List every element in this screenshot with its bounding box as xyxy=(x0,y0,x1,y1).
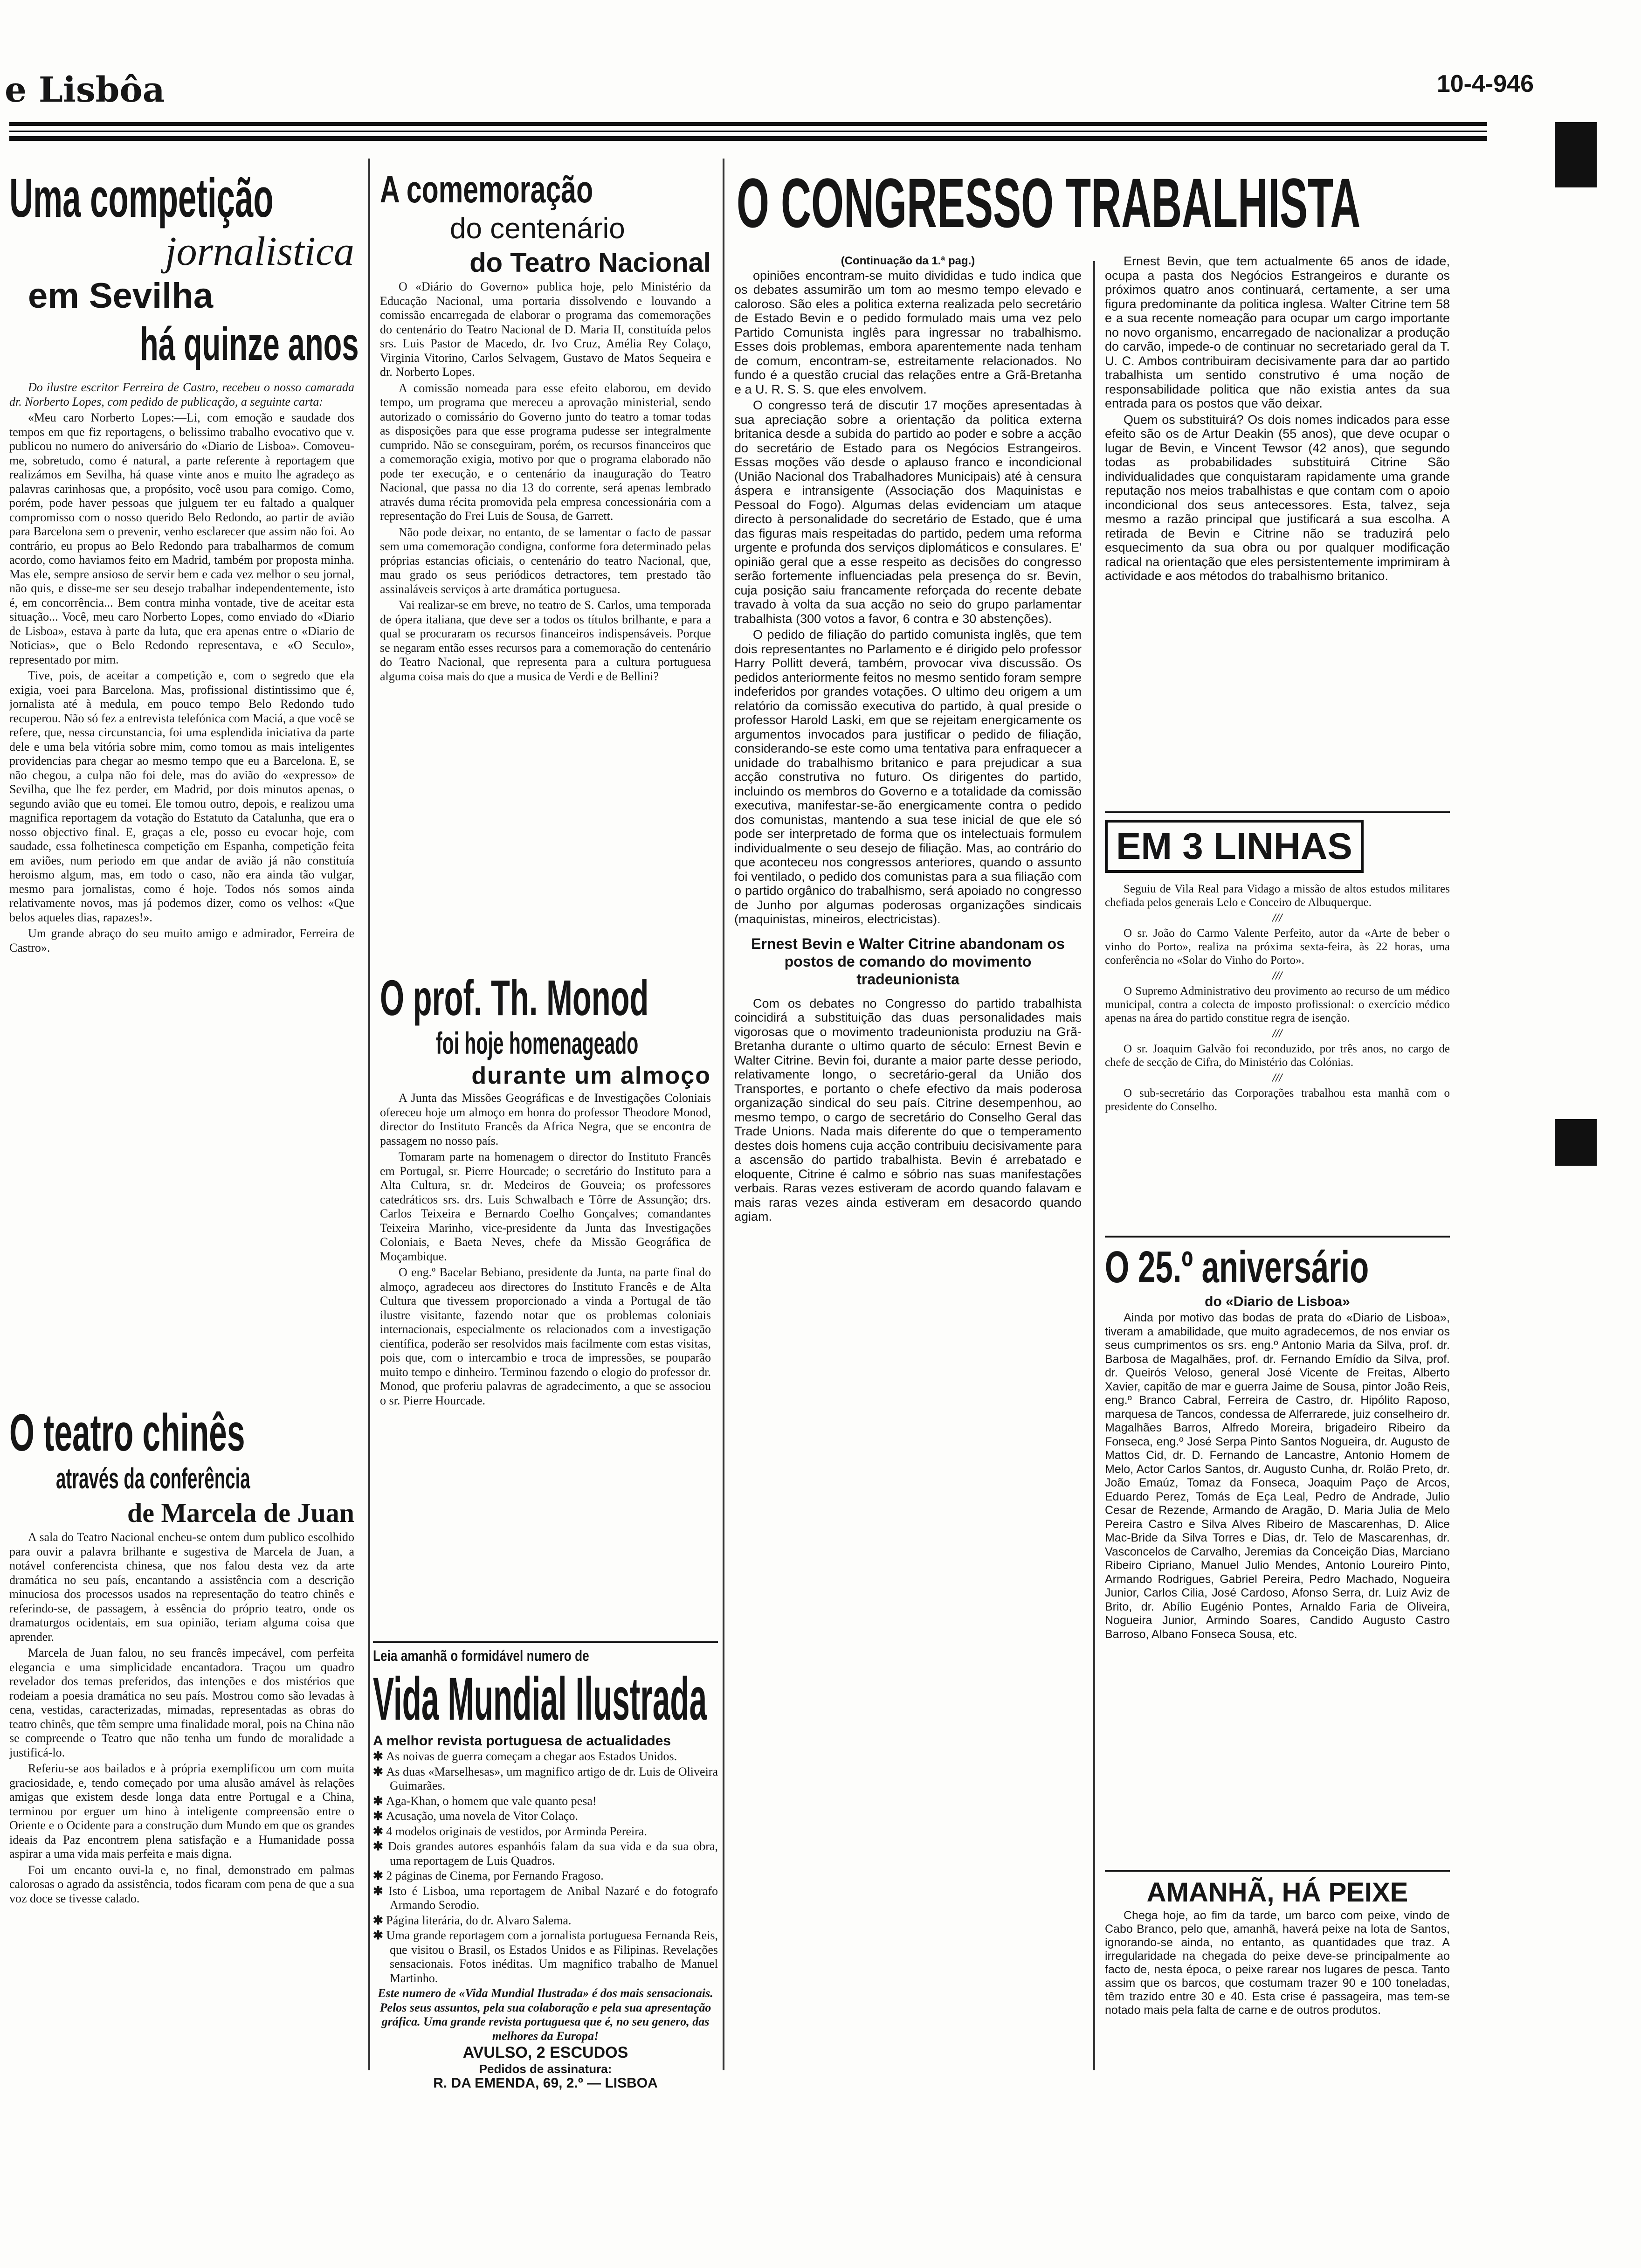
paragraph: Um grande abraço do seu muito amigo e admirador, Ferreira de Castro». xyxy=(9,927,354,954)
em-3-linhas xyxy=(1105,811,1450,1115)
paragraph: Referiu-se aos bailados e à própria exemplificou um com muita graciosidade, e, tendo começado por uma alusão amável às relações amigas que existem desde longa data entre Portugal e a China, terminou por erguer um hino à inteligente compreensão entre o Oriente e o Ocidente para a construção dum Mundo em que os grandes ideais da Paz encontrem plena satisfação e a Humanidade possa aspirar a uma vida mais perfeita e mais digna. xyxy=(9,1762,354,1860)
article-aniversario xyxy=(1105,1236,1450,1643)
issue-date: 10-4-946 xyxy=(1436,70,1534,97)
paragraph: Não pode deixar, no entanto, de se lamentar o facto de passar sem uma comemoração condigna, conforme fora determinado pelas próprias estancias oficiais, o centenário do teatro Nacional, que, mau grado os seus periódicos detractores, tem prestado tão assinaláveis serviços à arte dramática portuguesa. xyxy=(380,525,711,596)
separator: /// xyxy=(1272,912,1282,924)
headline-congresso: O CONGRESSO TRABALHISTA xyxy=(737,164,1361,242)
list-item: ✱ Página literária, do dr. Alvaro Salema. xyxy=(373,1914,718,1928)
separator: /// xyxy=(1272,969,1282,982)
brief-item: O sr. Joaquim Galvão foi reconduzido, por três anos, no cargo de chefe de secção de Cifra, do Ministério das Colónias. xyxy=(1105,1043,1450,1069)
article-peixe xyxy=(1105,1870,1450,2019)
headline: do Teatro Nacional xyxy=(469,248,711,278)
column-divider xyxy=(1093,261,1095,2070)
headline: O 25.º aniversário xyxy=(1105,1242,1369,1292)
brief-item: Seguiu de Vila Real para Vidago a missão de altos estudos militares chefiada pelos generais Lelo e Conceiro de Albuquerque. xyxy=(1105,883,1450,909)
paragraph: A Junta das Missões Geográficas e de Investigações Coloniais ofereceu hoje um almoço em honra do professor Theodore Monod, director do Instituto Francês da Africa Negra, que se encontra de passagem no nosso país. xyxy=(380,1091,711,1148)
headline: jornalistica xyxy=(165,229,354,274)
masthead-title: e Lisbôa xyxy=(5,70,165,110)
headline: Uma competição xyxy=(9,167,274,229)
list-item: ✱ 4 modelos originais de vestidos, por Arminda Pereira. xyxy=(373,1825,718,1839)
paragraph: Vai realizar-se em breve, no teatro de S. Carlos, uma temporada de ópera italiana, que deve ser a todos os títulos brilhante, e para a qual se procuraram os recursos financeiros indispensáveis. Porque se negaram então esses recursos para a comemoração do centenário do Teatro Nacional, que representa para a cultura portuguesa alguma coisa mais do que a musica de Verdi e de Bellini? xyxy=(380,598,711,683)
ad-orders: Pedidos de assinatura: xyxy=(479,2062,612,2076)
sub-headline: do «Diario de Lisboa» xyxy=(1205,1294,1350,1309)
paragraph: Ainda por motivo das bodas de prata do «Diario de Lisboa», tiveram a amabilidade, que muito agradecemos, de nos enviar os seus cumprimentos os srs. eng.º Antonio Maria da Silva, prof. dr. Barbosa de Magalhães, prof. dr. Fernando Emídio da Silva, prof. dr. Queirós Veloso, general José Vicente de Freitas, Alberto Xavier, capitão de mar e guerra Jaime de Sousa, pintor João Reis, eng.º Branco Cabral, Ferreira de Castro, dr. Hipólito Raposo, marquesa de Tancos, condessa de Alferrarede, juiz conselheiro dr. Magalhães Barros, Alfredo Moreira, brigadeiro Ribeiro da Fonseca, eng.º José Serpa Pinto Santos Nogueira, dr. Augusto de Mattos Cid, dr. D. Fernando de Lancastre, Antonio Homem de Melo, Actor Carlos Santos, dr. Augusto Cunha, dr. Rolão Preto, dr. João Emaúz, Tomaz da Fonseca, Joaquim Paço de Arcos, Eduardo Perez, Tomás de Eça Leal, Pedro de Andrade, Julio Cesar de Rezende, Armando de Aragão, D. Maria Julia de Melo Pereira Castro e Silva Alves Ribeiro de Mascarenhas, D. Alice Mac-Bride da Silva Torres e Dias, dr. Telo de Mascarenhas, dr. Vasconcelos de Carvalho, Jeremias da Conceição Dias, Marciano Ribeiro Cipriano, Manuel Julio Mendes, Antonio Loureiro Pinto, Armando Rodrigues, Gabriel Pereira, Pedro Machado, Nogueira Junior, Carlos Cilia, José Cardoso, Afonso Serra, dr. Luiz Aviz de Brito, dr. Abílio Eugénio Pontes, Arnaldo Faria de Oliveira, Nogueira Junior, Armindo Soares, Candido Augusto Castro Barroso, Albano Fonseca Sousa, etc. xyxy=(1105,1311,1450,1641)
article-monod xyxy=(380,970,711,1410)
paragraph: A comissão nomeada para esse efeito elaborou, em devido tempo, um programa que mereceu a aprovação ministerial, sendo autorizado o comissário do Governo junto do teatro a tomar todas as disposições para que esse programa pudesse ser integralmente cumprido. Não se conseguiram, porém, os recursos financeiros que a comemoração exigia, motivo por que o programa elaborado não pode ter execução, e o centenário da inauguração do Teatro Nacional, que passa no dia 13 do corrente, será apenas lembrado através duma récita promovida pela empresa concessionária com a representação do Frei Luis de Sousa, de Garrett. xyxy=(380,381,711,523)
margin-black-bar xyxy=(1555,122,1597,187)
ad-price: AVULSO, 2 ESCUDOS xyxy=(462,2044,628,2061)
ad-subtitle: A melhor revista portuguesa de actualidades xyxy=(373,1733,671,1749)
headline: através da conferência xyxy=(56,1463,250,1495)
headline: em Sevilha xyxy=(28,276,214,316)
list-item: ✱ 2 páginas de Cinema, por Fernando Fragoso. xyxy=(373,1869,718,1883)
section-title: EM 3 LINHAS xyxy=(1116,825,1352,867)
brief-item: O Supremo Administrativo deu provimento ao recurso de um médico municipal, contra a colecta de imposto profissional: o exercício médico apenas na área do partido constitue regra de isenção. xyxy=(1105,985,1450,1024)
paragraph: Tive, pois, de aceitar a competição e, com o segredo que ela exigia, voei para Barcelona. Mas, profissional distintissimo que é, jornalista até à medula, em pouco tempo Belo Redondo tudo recuperou. Não só fez a entrevista telefónica com Maciá, a que você se refere, que, nessa circunstancia, foi uma esplendida iniciativa da parte dele e uma bela vitória sobre mim, como tomou as mais inteligentes providencias para chegar ao mesmo tempo que eu a Barcelona. E, se não chegou, a culpa não foi dele, mas do avião do «expresso» de Sevilha, que lhe fez perder, em Madrid, por dois minutos apenas, o segundo avião que eu tomei. Ele tomou outro, depois, e realizou uma magnifica reportagem da votação do Estatuto da Catalunha, que era o nosso objectivo final. E, graças a ele, posso eu evocar hoje, com saudade, essa folhetinesca competição em Espanha, competição feita em aviões, num periodo em que andar de avião já não constituía heroismo algum, mas, em todo o caso, não era ainda tão vulgar, mesmo para jornalistas, como é hoje. Todos nós somos ainda relativamente novos, mas já podemos dizer, como os velhos: «Que belos aqueles dias, rapazes!». xyxy=(9,669,354,924)
brief-item: O sr. João do Carmo Valente Perfeito, autor da «Arte de beber o vinho do Porto», realiza na próxima sexta-feira, às 22 horas, uma conferência no «Solar do Vinho do Porto». xyxy=(1105,927,1450,967)
ad-title: Vida Mundial Ilustrada xyxy=(373,1665,707,1733)
ad-note: Este numero de «Vida Mundial Ilustrada» é dos mais sensacionais. Pelos seus assuntos, pela sua colaboração e pela sua apresentação gráfica. Uma grande revista portuguesa que é, no seu genero, das melhores da Europa! xyxy=(378,1986,713,2043)
headline: O prof. Th. Monod xyxy=(380,969,649,1026)
list-item: ✱ As noivas de guerra começam a chegar aos Estados Unidos. xyxy=(373,1749,718,1764)
headline: foi hoje homenageado xyxy=(436,1026,639,1060)
article-intro: Do ilustre escritor Ferreira de Castro, recebeu o nosso camarada dr. Norberto Lopes, com pedido de publicação, a seguinte carta: xyxy=(9,380,354,408)
headline: do centenário xyxy=(450,213,625,245)
headline: durante um almoço xyxy=(471,1062,711,1089)
continuation-note: (Continuação da 1.ª pag.) xyxy=(841,255,975,267)
list-item: ✱ As duas «Marselhesas», um magnifico artigo de dr. Luis de Oliveira Guimarães. xyxy=(373,1765,718,1793)
brief-item: O sub-secretário das Corporações trabalhou esta manhã com o presidente do Conselho. xyxy=(1105,1087,1450,1113)
ad-items xyxy=(373,1749,718,1985)
section-title-box xyxy=(1105,820,1364,873)
paragraph: opiniões encontram-se muito divididas e tudo indica que os debates assumirão um tom ao mesmo tempo elevado e caloroso. São eles a politica externa realizada pelo secretário de Estado Bevin e o pedido formulado mais uma vez pelo Partido Comunista inglês para ingressar no trabalhismo. Esses dois problemas, embora aparentemente nada tenham de comum, encontram-se, estreitamente relacionados. No fundo é a questão crucial das relações entre a Grã-Bretanha e a U. R. S. S. que eles envolvem. xyxy=(734,268,1082,396)
article-teatro-chines xyxy=(9,1404,354,1908)
paragraph: O pedido de filiação do partido comunista inglês, que tem dois representantes no Parlamento e é dirigido pelo professor Harry Pollitt deverá, também, provocar viva discussão. Os pedidos anteriormente feitos no mesmo sentido foram sempre indeferidos por grandes votações. O ultimo deu origem a um relatório da comissão executiva do partido, à qual preside o professor Harold Laski, em que se rejeitam energicamente os argumentos invocados para justificar o pedido de filiação, considerando-se este como uma tentativa para enfraquecer a unidade do trabalhismo britanico e para prejudicar a sua acção construtiva no futuro. Os dirigentes do partido, incluindo os membros do Governo e a totalidade da comissão executiva, manifestar-se-ão energicamente contra o pedido dos comunistas, mantendo a sua tese inicial de que ele só pode ser interpretado de forma que os intelectuais formulem individualmente o seu desejo de filiação. Mas, ao contrário do que aconteceu nos congressos anteriores, quando o assunto foi ventilado, o pedido dos comunistas para a sua filiação com o partido orgânico do trabalhismo, será apoiado no congresso de Junho por algumas poderosas organizações sindicais (maquinistas, mineiros, electricistas). xyxy=(734,628,1082,926)
list-item: ✱ Isto é Lisboa, uma reportagem de Anibal Nazaré e do fotografo Armando Serodio. xyxy=(373,1884,718,1913)
headline: A comemoração xyxy=(380,168,593,211)
paragraph: Marcela de Juan falou, no seu francês impecável, com perfeita elegancia e uma simplicidade encantadora. Traçou um quadro revelador dos temas preferidos, das intenções e dos mistérios que rodeiam a poesia dramática no seu país. Mostrou como são levadas à cena, vestidas, caracterizadas, mimadas, representadas as obras do teatro chinês, que têm sempre uma finalidade moral, pois na China não se compreende o Teatro que não tenha um fundo de moralidade a justificá-lo. xyxy=(9,1646,354,1759)
list-item: ✱ Acusação, uma novela de Vitor Colaço. xyxy=(373,1809,718,1824)
headline: de Marcela de Juan xyxy=(127,1498,354,1528)
paragraph: Com os debates no Congresso do partido trabalhista coincidirá a substituição das duas personalidades mais vigorosas que o movimento tradeunionista produziu na Grã-Bretanha durante o ultimo quarto de século: Ernest Bevin e Walter Citrine. Bevin foi, durante a maior parte desse periodo, relativamente longo, o secretário-geral da União dos Transportes, e portanto o chefe efectivo da mais poderosa organização sindical do seu país. Citrine desempenhou, ao mesmo tempo, o cargo de secretário do Conselho Geral das Trade Unions. Nada mais diferente do que o temperamento destes dois homens cuja acção contribuiu decisivamente para a ascensão do partido trabalhista. Bevin é arrebatado e eloquente, Citrine é calmo e sóbrio nas suas manifestações verbais. Raras vezes estiveram de acordo quando falavam e mais raras vezes ainda estiveram em desacordo quando agiam. xyxy=(734,996,1082,1224)
paragraph: Foi um encanto ouvi-la e, no final, demonstrado em palmas calorosas o agrado da assistência, todos ficaram com pena de que a sua voz doce se tivesse calado. xyxy=(9,1863,354,1905)
paragraph: A sala do Teatro Nacional encheu-se ontem dum publico escolhido para ouvir a palavra brilhante e sugestiva de Marcela de Juan, a notável conferencista chinesa, que nos falou desta vez da arte dramática no seu país, encantando a assistência com a descrição minuciosa dos processos usados na representação do teatro chinês e referindo-se, de passagem, à essência do próprio teatro, onde os dramaturgos ocidentais, em sua opinião, teriam alguma coisa que aprender. xyxy=(9,1530,354,1644)
paragraph: Ernest Bevin, que tem actualmente 65 anos de idade, ocupa a pasta dos Negócios Estrangeiros e durante os próximos quatro anos continuará, certamente, a ser uma figura predominante da politica inglesa. Walter Citrine tem 58 e a sua recente nomeação para ocupar um cargo importante no novo organismo, encarregado de nacionalizar a produção do carvão, impede-o de continuar no secretariado geral da T. U. C. Ambos contribuiram decisivamente para dar ao partido trabalhista um sentido construtivo é uma noção de responsabilidade politica que não existia antes da sua entrada para os postos que vão deixar. xyxy=(1105,254,1450,410)
list-item: ✱ Uma grande reportagem com a jornalista portuguesa Fernanda Reis, que visitou o Brasil, os Estados Unidos e as Filipinas. Revelações sensacionais. Fotos inéditas. Um magnifico trabalho de Manuel Martinho. xyxy=(373,1929,718,1985)
paragraph: Quem os substituirá? Os dois nomes indicados para esse efeito são os de Artur Deakin (55 anos), que deve ocupar o lugar de Bevin, e Vincent Tewsor (42 anos), que segundo todas as probabilidades substituirá Citrine São individualidades que conquistaram rapidamente uma grande reputação nos meios trabalhistas e que contam com o apoio incondicional dos seus antecessores. Esta, talvez, seja mesmo a razão principal que justificará a sua escolha. A retirada de Bevin e Citrine não se traduzirá pelo esquecimento da sua obra ou por qualquer modificação radical na orientação que eles persistentemente imprimiram à actividade e aos métodos do trabalhismo britanico. xyxy=(1105,412,1450,583)
headline: O teatro chinês xyxy=(9,1404,245,1462)
paragraph: Chega hoje, ao fim da tarde, um barco com peixe, vindo de Cabo Branco, pelo que, amanhã, haverá peixe na lota de Santos, ignorando-se ainda, no entanto, as quantidades que traz. A irregularidade na chegada do peixe deve-se principalmente ao facto de, nesta época, o peixe rarear nos lugares de pesca. Tanto assim que os barcos, que costumam trazer 90 e 100 toneladas, têm trazido entre 30 e 40. Esta crise é passageira, mas tem-se notado mais pela falta de carne e de outros produtos. xyxy=(1105,1909,1450,2017)
paragraph: O eng.º Bacelar Bebiano, presidente da Junta, na parte final do almoço, agradeceu aos directores do Instituto Francês e de Alta Cultura que tivessem proporcionado a vinda a Portugal de tão ilustre visitante, fazendo notar que os problemas coloniais internacionais, especialmente os relacionados com a investigação científica, poderão ser resolvidos mais facilmente com estas visitas, pois que, com o intercambio e troca de impressões, se pouparão muito tempo e dinheiro. Terminou fazendo o elogio do professor dr. Monod, que proferiu palavras de agradecimento, a que se associou o sr. Pierre Hourcade. xyxy=(380,1265,711,1407)
paragraph: «Meu caro Norberto Lopes:—Li, com emoção e saudade dos tempos em que fiz reportagens, o belissimo trabalho evocativo que v. publicou no numero do aniversário do «Diario de Lisboa». Comoveu-me, sobretudo, como é natural, a parte referente à reportagem que realizámos em Sevilha, há quase vinte anos e muito lhe agradeço as palavras carinhosas que, a propósito, você usou para comigo. Como, porém, pode haver pessoas que julguem ter eu faltado a qualquer compromisso com o nosso querido Belo Redondo, ao partir de avião para Barcelona sem o prevenir, venho esclarecer que assim não foi. Ao contrário, eu propus ao Belo Redondo para trabalharmos de comum acordo, como haviamos feito em Madrid, também por proposta minha. Mas ele, sempre ansioso de servir bem e cada vez melhor o seu jornal, não quis, e disse-me ser seu desejo trabalhar independentemente, isto é, em concorrência... Bem contra minha vontade, tive de aceitar esta situação... Você, meu caro Norberto Lopes, como enviado do «Diario de Lisboa», estava à parte da luta, que era apenas entre o «Diario de Noticias», que o Belo Redondo representava, e «O Seculo», representado por mim. xyxy=(9,411,354,666)
separator: /// xyxy=(1272,1027,1282,1040)
column-divider xyxy=(368,159,370,2070)
article-competicao xyxy=(9,167,359,957)
paragraph: O congresso terá de discutir 17 moções apresentadas à sua apreciação sobre a orientação da politica externa britanica desde a subida do partido ao poder e sobre a acção do secretário de Estado para os Negócios Estrangeiros. Essas moções vão desde o aplauso franco e incondicional (União Nacional dos Trabalhadores Municipais) até à censura áspera e intransigente (Associação dos Maquinistas e Pessoal do Fogo). Algumas delas evidenciam um ataque directo à personalidade do secretário de Estado, que é uma das figuras mais respeitadas do partido, pedem uma reforma urgente e profunda dos serviços diplomáticos e consulares. E' opinião geral que a esse respeito as decisões do congresso serão fortemente influenciadas pela presença do sr. Bevin, cuja posição saiu francamente reforçada do recente debate travado à volta da sua acção no seio do grupo parlamentar trabalhista (300 votos a favor, 6 contra e 30 abstenções). xyxy=(734,398,1082,626)
masthead-rule-bottom xyxy=(9,136,1487,141)
masthead-rule-top xyxy=(9,122,1487,126)
separator: /// xyxy=(1272,1072,1282,1084)
list-item: ✱ Aga-Khan, o homem que vale quanto pesa! xyxy=(373,1794,718,1809)
masthead-rule-mid xyxy=(9,131,1487,132)
ad-lead: Leia amanhã o formidável numero de xyxy=(373,1647,589,1664)
paragraph: O «Diário do Governo» publica hoje, pelo Ministério da Educação Nacional, uma portaria dissolvendo e louvando a comissão encarregada de elaborar o programa das comemorações do centenário do Teatro Nacional de D. Maria II, constituída pelos srs. Luis Pastor de Macedo, dr. Ivo Cruz, Amélia Rey Colaço, Virginia Vitorino, Carlos Selvagem, Gustavo de Matos Sequeira e dr. Norberto Lopes. xyxy=(380,280,711,379)
article-comemoracao xyxy=(380,168,711,685)
vida-mundial-ad xyxy=(373,1641,718,2090)
list-item: ✱ Dois grandes autores espanhóis falam da sua vida e da sua obra, uma reportagem de Luis Quadros. xyxy=(373,1839,718,1868)
margin-black-bar-lower xyxy=(1555,1119,1597,1166)
article-congresso-continued xyxy=(1105,254,1450,585)
headline: há quinze anos xyxy=(140,318,359,370)
headline: AMANHÃ, HÁ PEIXE xyxy=(1146,1877,1408,1908)
paragraph: Tomaram parte na homenagem o director do Instituto Francês em Portugal, sr. Pierre Hourcade; o secretário do Instituto para a Alta Cultura, sr. dr. Medeiros de Gouveia; os professores catedráticos srs. drs. Luis Schwalbach e Tôrre de Assunção; drs. Carlos Teixeira e Bernardo Coelho Gonçalves; comandantes Teixeira Marinho, vice-presidente da Junta das Investigações Coloniais, e Baeta Neves, chefe da Missão Geográfica de Moçambique. xyxy=(380,1150,711,1263)
ad-address: R. DA EMENDA, 69, 2.º — LISBOA xyxy=(433,2075,658,2091)
article-congresso xyxy=(734,254,1082,1226)
sub-headline: Ernest Bevin e Walter Citrine abandonam os postos de comando do movimento tradeunionista xyxy=(751,935,1065,988)
column-divider xyxy=(723,159,724,2070)
